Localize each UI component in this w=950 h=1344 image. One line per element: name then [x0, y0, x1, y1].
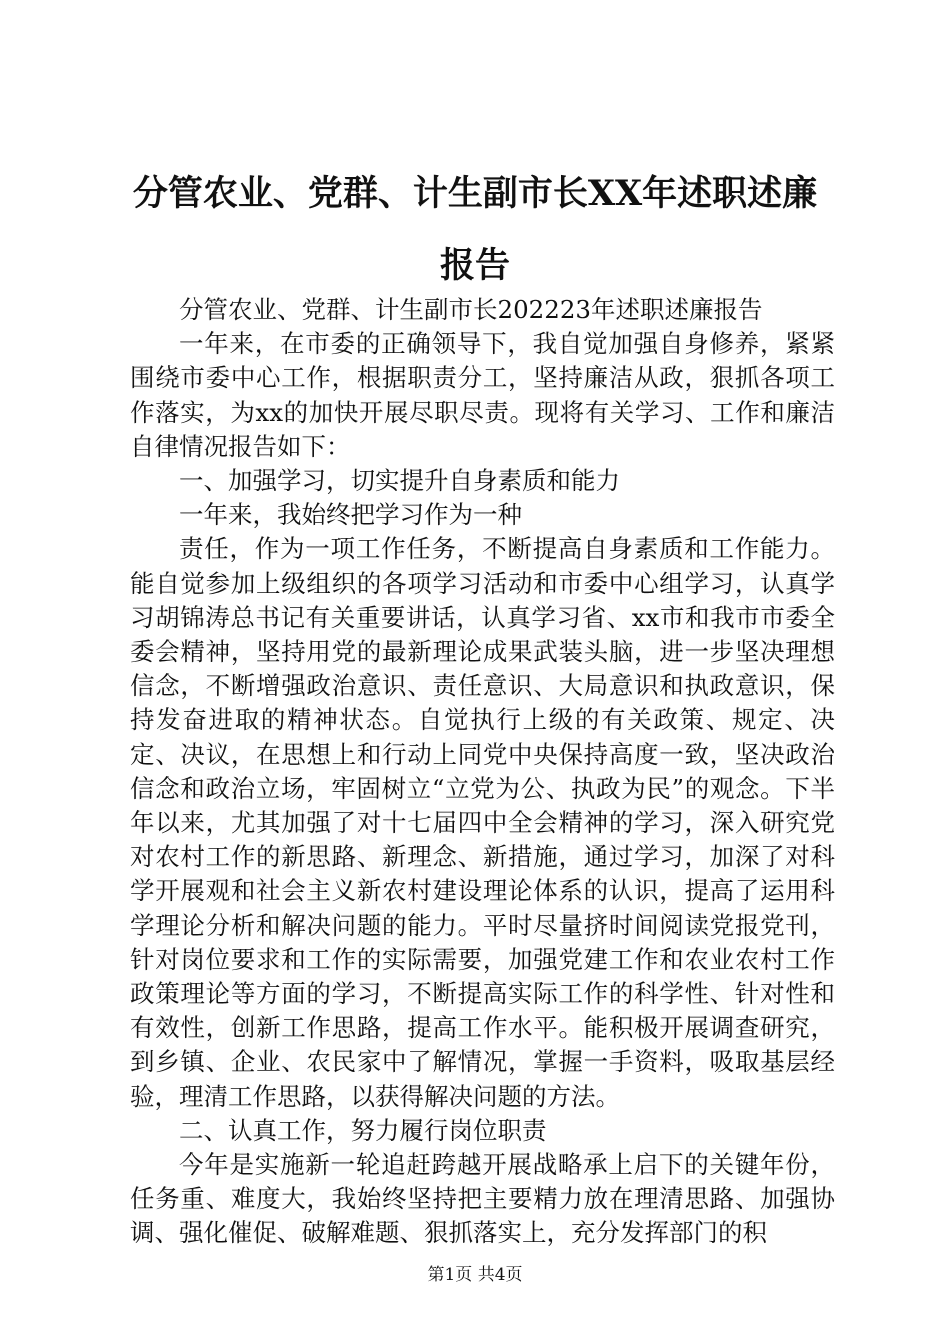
section-heading-2: 二、认真工作，努力履行岗位职责 [179, 1115, 547, 1145]
paragraph-intro: 一年来，在市委的正确领导下，我自觉加强自身修养，紧紧围绕市委中心工作，根据职责分工，坚持廉洁从政，狠抓各项工作落实，为xx的加快开展尽职尽责。现将有关学习、工作和廉洁自律情况报告如下： [130, 329, 835, 461]
document-body [130, 293, 835, 1251]
document-title: 分管农业、党群、计生副市长XX年述职述廉报告 [132, 173, 818, 286]
section-heading-1: 一、加强学习，切实提升自身素质和能力 [179, 466, 620, 496]
paragraph: 一年来，我始终把学习作为一种 [179, 500, 522, 530]
paragraph: 责任，作为一项工作任务，不断提高自身素质和工作能力。能自觉参加上级组织的各项学习活动和市委中心组学习，认真学习胡锦涛总书记有关重要讲话，认真学习省、xx市和我市市委全委会精神，坚持用党的最新理论成果武装头脑，进一步坚决理想信念，不断增强政治意识、责任意识、大局意识和执政意识，保持发奋进取的精神状态。自觉执行上级的有关政策、规定、决定、决议，在思想上和行动上同党中央保持高度一致，坚决政治信念和政治立场，牢固树立“立党为公、执政为民”的观念。下半年以来，尤其加强了对十七届四中全会精神的学习，深入研究党对农村工作的新思路、新理念、新措施，通过学习，加深了对科学开展观和社会主义新农村建设理论体系的认识，提高了运用科学理论分析和解决问题的能力。平时尽量挤时间阅读党报党刊，针对岗位要求和工作的实际需要，加强党建工作和农业农村工作政策理论等方面的学习，不断提高实际工作的科学性、针对性和有效性，创新工作思路，提高工作水平。能积极开展调查研究，到乡镇、企业、农民家中了解情况，掌握一手资料，吸取基层经验，理清工作思路，以获得解决问题的方法。 [130, 534, 835, 1111]
page-number: 第1页 共4页 [427, 1265, 523, 1285]
paragraph: 今年是实施新一轮追赶跨越开展战略承上启下的关键年份，任务重、难度大，我始终坚持把主要精力放在理清思路、加强协调、强化催促、破解难题、狠抓落实上，充分发挥部门的积 [130, 1150, 835, 1248]
paragraph-subtitle: 分管农业、党群、计生副市长202223年述职述廉报告 [179, 295, 763, 324]
